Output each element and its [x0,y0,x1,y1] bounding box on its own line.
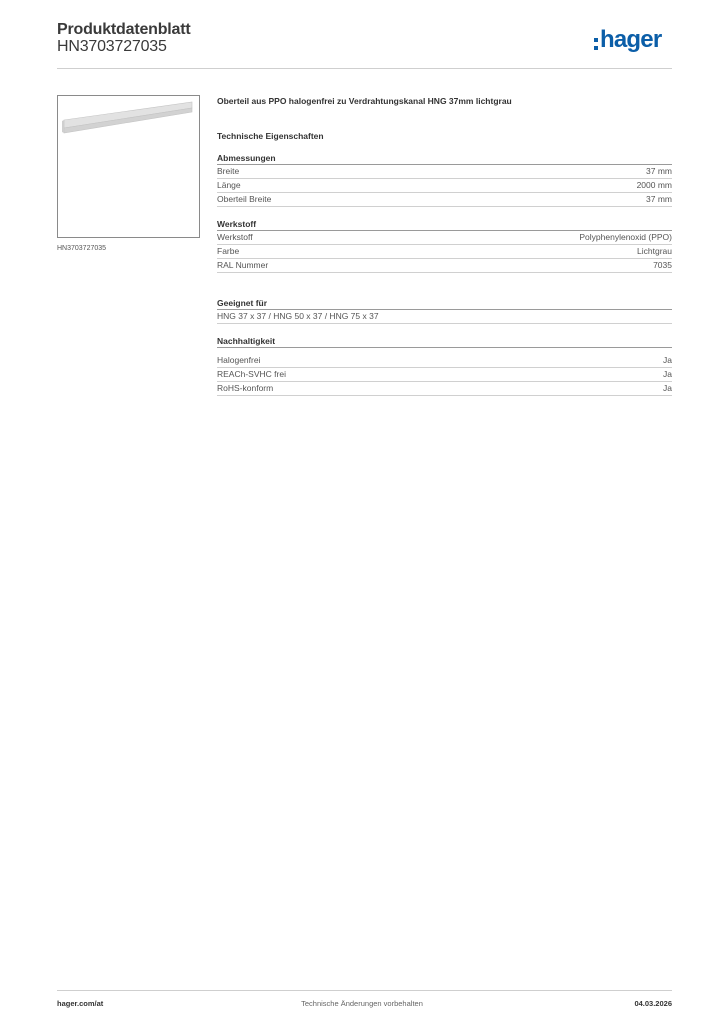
spec-value: Lichtgrau [637,246,672,256]
spec-value: Ja [663,369,672,379]
spec-value: Polyphenylenoxid (PPO) [579,232,672,242]
spec-value: Ja [663,383,672,393]
spec-row [217,382,672,396]
article-number: HN3703727035 [57,38,167,55]
spec-row [217,368,672,382]
spec-row [217,245,672,259]
section-title: Nachhaltigkeit [217,336,672,348]
product-details [217,96,672,396]
section-abmessungen [217,153,672,207]
spec-row [217,165,672,179]
section-werkstoff [217,219,672,273]
product-description: Oberteil aus PPO halogenfrei zu Verdrahtungskanal HNG 37mm lichtgrau [217,96,512,106]
header-divider [57,68,672,69]
section-title: Abmessungen [217,153,672,165]
spec-label: RoHS-konform [217,383,274,393]
section-geeignet-fuer [217,298,672,324]
spec-row [217,193,672,207]
spec-row [217,231,672,245]
tech-properties-heading: Technische Eigenschaften [217,131,324,141]
spec-row [217,259,672,273]
image-caption: HN3703727035 [57,245,107,252]
footer-notice: Technische Änderungen vorbehalten [301,999,423,1008]
spec-label: RAL Nummer [217,260,269,270]
spec-value: 2000 mm [636,180,672,190]
spec-row [217,179,672,193]
spec-value: 37 mm [646,166,672,176]
spec-label: Oberteil Breite [217,194,272,204]
section-title: Werkstoff [217,219,672,231]
hager-logo [594,26,661,58]
section-nachhaltigkeit [217,336,672,396]
page-title: Produktdatenblatt [57,21,191,38]
spec-value: 7035 [653,260,672,270]
logo-text: hager [600,26,662,53]
cable-duct-cover-illustration [58,96,199,237]
spec-row [217,354,672,368]
section-title: Geeignet für [217,298,672,310]
spec-row [217,310,672,324]
spec-label: Länge [217,180,241,190]
spec-value: 37 mm [646,194,672,204]
footer-website-link[interactable]: hager.com/at [57,999,104,1008]
footer-date: 04.03.2026 [634,999,672,1008]
spec-label: REACh-SVHC frei [217,369,286,379]
footer-divider [57,990,672,991]
spec-label: Breite [217,166,240,176]
logo-dots-icon [594,34,598,54]
product-image [57,95,200,238]
spec-label: HNG 37 x 37 / HNG 50 x 37 / HNG 75 x 37 [217,311,379,321]
spec-value: Ja [663,355,672,365]
spec-label: Werkstoff [217,232,253,242]
spec-label: Farbe [217,246,240,256]
spec-label: Halogenfrei [217,355,261,365]
